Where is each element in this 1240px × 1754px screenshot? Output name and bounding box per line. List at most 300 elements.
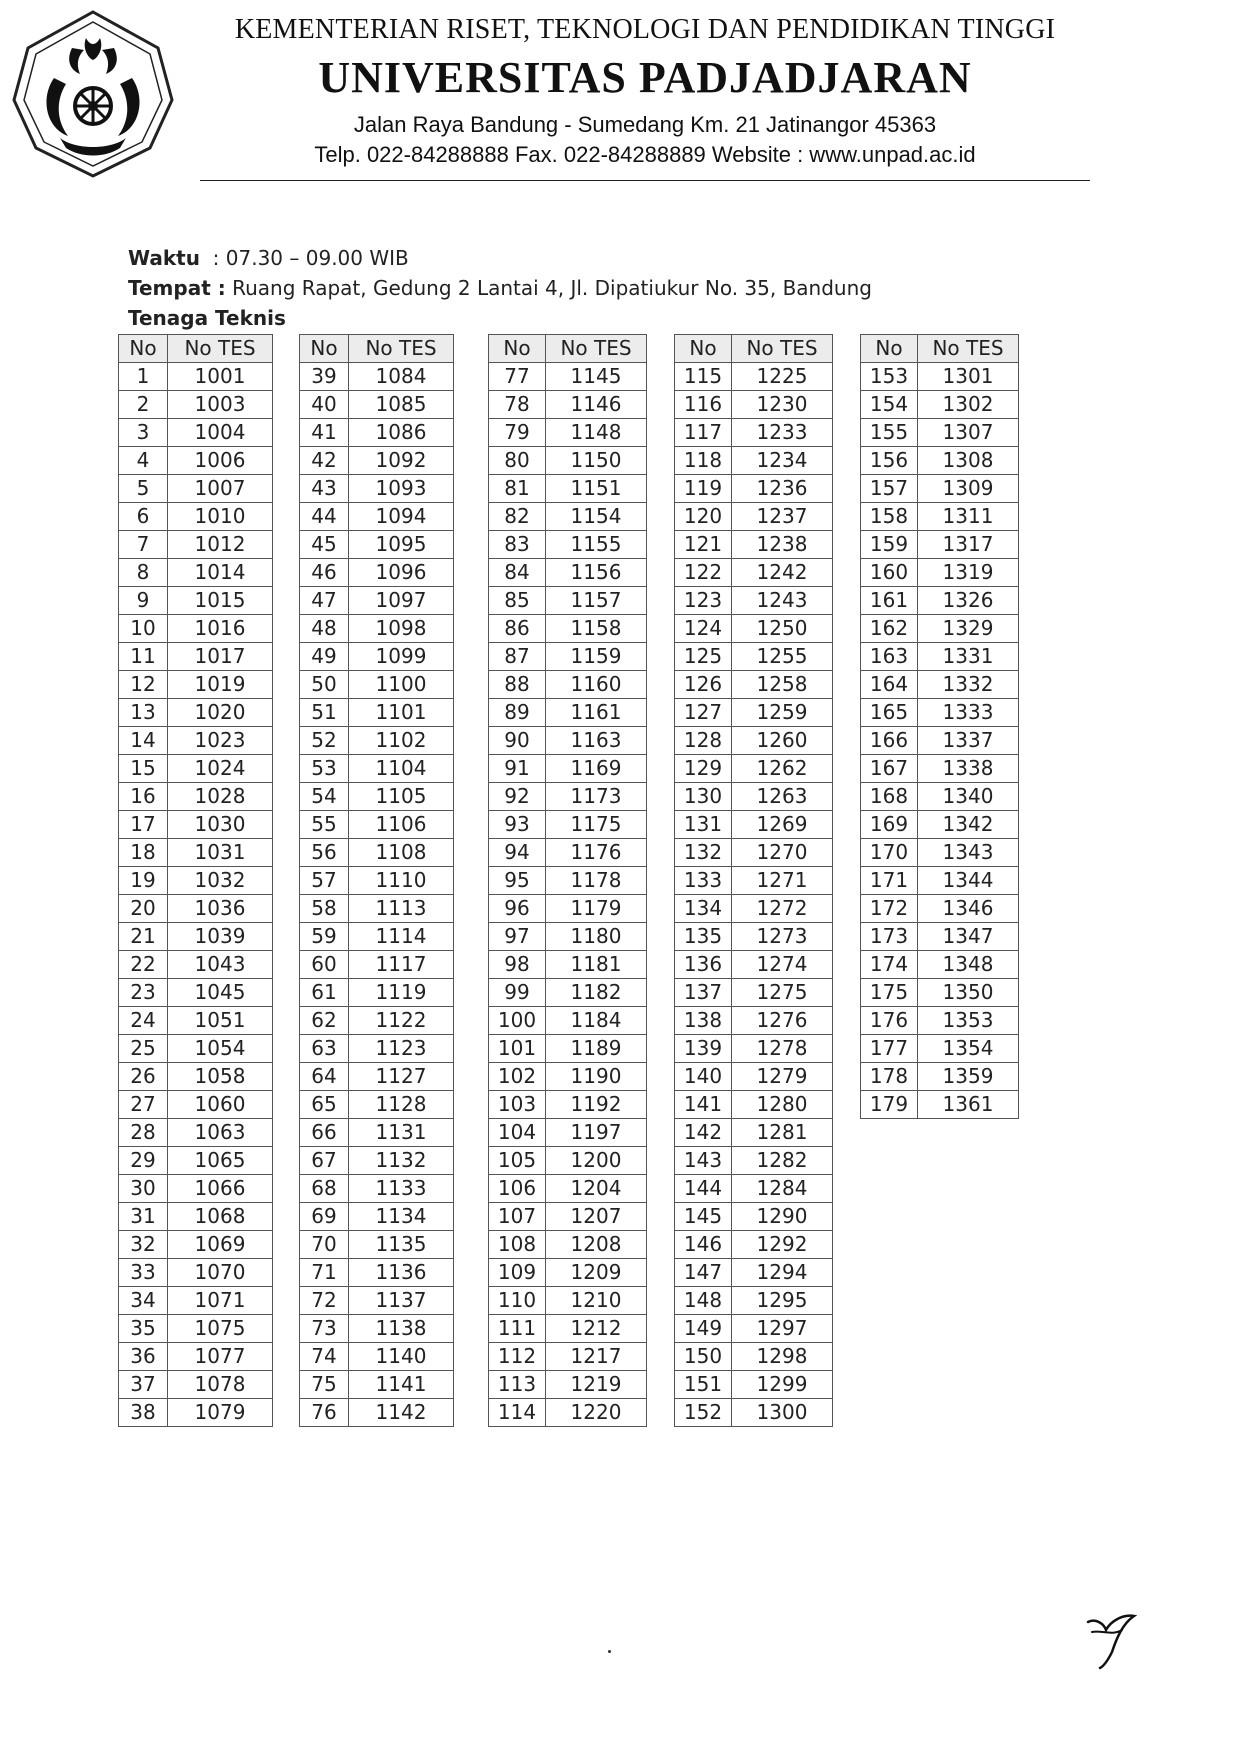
tes-number: 1333 <box>918 699 1019 727</box>
row-number: 25 <box>119 1035 168 1063</box>
row-number: 6 <box>119 503 168 531</box>
table-row <box>675 1203 833 1231</box>
table-row <box>489 727 647 755</box>
table-row <box>489 643 647 671</box>
column-header-no: No <box>489 335 546 363</box>
row-number: 40 <box>300 391 349 419</box>
row-number: 104 <box>489 1119 546 1147</box>
tes-number: 1273 <box>732 923 833 951</box>
table-row <box>300 1119 454 1147</box>
row-number: 95 <box>489 867 546 895</box>
row-number: 89 <box>489 699 546 727</box>
tes-number: 1307 <box>918 419 1019 447</box>
table-row <box>489 503 647 531</box>
ministry-name: KEMENTERIAN RISET, TEKNOLOGI DAN PENDIDIKAN TINGGI <box>234 14 1056 45</box>
tes-number: 1302 <box>918 391 1019 419</box>
row-number: 82 <box>489 503 546 531</box>
tes-number: 1098 <box>349 615 454 643</box>
row-number: 31 <box>119 1203 168 1231</box>
table-row <box>300 1175 454 1203</box>
row-number: 138 <box>675 1007 732 1035</box>
table-row <box>119 783 273 811</box>
table-row <box>300 699 454 727</box>
row-number: 66 <box>300 1119 349 1147</box>
table-row <box>300 1259 454 1287</box>
tes-number: 1210 <box>546 1287 647 1315</box>
table-row <box>861 391 1019 419</box>
tes-number: 1004 <box>168 419 273 447</box>
tes-number: 1238 <box>732 531 833 559</box>
table-row <box>119 419 273 447</box>
row-number: 134 <box>675 895 732 923</box>
row-number: 105 <box>489 1147 546 1175</box>
tes-number: 1350 <box>918 979 1019 1007</box>
tes-number: 1104 <box>349 755 454 783</box>
row-number: 30 <box>119 1175 168 1203</box>
table-row <box>675 1343 833 1371</box>
table-row <box>675 363 833 391</box>
row-number: 79 <box>489 419 546 447</box>
row-number: 62 <box>300 1007 349 1035</box>
row-number: 51 <box>300 699 349 727</box>
row-number: 103 <box>489 1091 546 1119</box>
tes-number: 1329 <box>918 615 1019 643</box>
tes-number: 1219 <box>546 1371 647 1399</box>
tes-number: 1311 <box>918 503 1019 531</box>
tes-number: 1015 <box>168 587 273 615</box>
tes-number: 1123 <box>349 1035 454 1063</box>
table-row <box>861 839 1019 867</box>
tes-number: 1263 <box>732 783 833 811</box>
row-number: 93 <box>489 811 546 839</box>
tes-number: 1160 <box>546 671 647 699</box>
tes-number: 1271 <box>732 867 833 895</box>
tempat-value: Ruang Rapat, Gedung 2 Lantai 4, Jl. Dipatiukur No. 35, Bandung <box>225 276 872 300</box>
tes-number: 1140 <box>349 1343 454 1371</box>
tes-number: 1077 <box>168 1343 273 1371</box>
tes-number: 1230 <box>732 391 833 419</box>
row-number: 37 <box>119 1371 168 1399</box>
row-number: 14 <box>119 727 168 755</box>
table-row <box>489 951 647 979</box>
row-number: 179 <box>861 1091 918 1119</box>
row-number: 178 <box>861 1063 918 1091</box>
column-header-no-tes: No TES <box>546 335 647 363</box>
row-number: 28 <box>119 1119 168 1147</box>
tes-number: 1184 <box>546 1007 647 1035</box>
tempat-line <box>128 276 872 300</box>
row-number: 2 <box>119 391 168 419</box>
table-row <box>861 419 1019 447</box>
table-row <box>675 1371 833 1399</box>
tes-number: 1278 <box>732 1035 833 1063</box>
row-number: 13 <box>119 699 168 727</box>
table-row <box>489 615 647 643</box>
table-row <box>675 615 833 643</box>
row-number: 169 <box>861 811 918 839</box>
table-row <box>489 1035 647 1063</box>
row-number: 126 <box>675 671 732 699</box>
row-number: 87 <box>489 643 546 671</box>
tes-number: 1208 <box>546 1231 647 1259</box>
tes-number: 1309 <box>918 475 1019 503</box>
table-row <box>489 1399 647 1427</box>
tes-number: 1099 <box>349 643 454 671</box>
table-row <box>300 419 454 447</box>
scan-speck <box>608 1650 611 1653</box>
tes-number: 1225 <box>732 363 833 391</box>
tes-number: 1242 <box>732 559 833 587</box>
tes-number: 1092 <box>349 447 454 475</box>
row-number: 131 <box>675 811 732 839</box>
tes-number: 1023 <box>168 727 273 755</box>
table-header-row <box>861 335 1019 363</box>
table-row <box>489 447 647 475</box>
table-row <box>675 755 833 783</box>
row-number: 83 <box>489 531 546 559</box>
table-row <box>119 615 273 643</box>
tes-number: 1066 <box>168 1175 273 1203</box>
row-number: 41 <box>300 419 349 447</box>
row-number: 27 <box>119 1091 168 1119</box>
row-number: 19 <box>119 867 168 895</box>
column-header-no-tes: No TES <box>732 335 833 363</box>
tes-number: 1282 <box>732 1147 833 1175</box>
tes-number: 1051 <box>168 1007 273 1035</box>
row-number: 81 <box>489 475 546 503</box>
table-row <box>489 559 647 587</box>
table-row <box>675 951 833 979</box>
tes-number: 1340 <box>918 783 1019 811</box>
column-header-no-tes: No TES <box>168 335 273 363</box>
tes-number: 1063 <box>168 1119 273 1147</box>
table-row <box>489 1287 647 1315</box>
table-row <box>675 587 833 615</box>
tes-number: 1045 <box>168 979 273 1007</box>
tes-number: 1145 <box>546 363 647 391</box>
column-header-no: No <box>300 335 349 363</box>
tes-number: 1272 <box>732 895 833 923</box>
row-number: 120 <box>675 503 732 531</box>
table-row <box>861 699 1019 727</box>
table-row <box>489 1203 647 1231</box>
table-row <box>300 951 454 979</box>
row-number: 152 <box>675 1399 732 1427</box>
row-number: 167 <box>861 755 918 783</box>
table-row <box>119 1231 273 1259</box>
column-header-no: No <box>675 335 732 363</box>
row-number: 75 <box>300 1371 349 1399</box>
table-header-row <box>489 335 647 363</box>
row-number: 4 <box>119 447 168 475</box>
row-number: 129 <box>675 755 732 783</box>
row-number: 58 <box>300 895 349 923</box>
tes-number: 1173 <box>546 783 647 811</box>
tes-number: 1031 <box>168 839 273 867</box>
row-number: 88 <box>489 671 546 699</box>
table-row <box>300 979 454 1007</box>
table-row <box>675 1231 833 1259</box>
table-row <box>119 531 273 559</box>
group-title: Tenaga Teknis <box>128 306 286 330</box>
table-row <box>675 895 833 923</box>
tes-number: 1234 <box>732 447 833 475</box>
tes-number: 1294 <box>732 1259 833 1287</box>
tes-number: 1332 <box>918 671 1019 699</box>
table-row <box>119 1063 273 1091</box>
table-row <box>861 531 1019 559</box>
row-number: 98 <box>489 951 546 979</box>
table-row <box>300 867 454 895</box>
row-number: 123 <box>675 587 732 615</box>
table-row <box>675 1147 833 1175</box>
tes-number: 1258 <box>732 671 833 699</box>
table-row <box>119 391 273 419</box>
tes-number: 1159 <box>546 643 647 671</box>
table-row <box>489 1175 647 1203</box>
tes-number: 1295 <box>732 1287 833 1315</box>
table-row <box>300 1007 454 1035</box>
tes-number: 1102 <box>349 727 454 755</box>
row-number: 125 <box>675 643 732 671</box>
row-number: 172 <box>861 895 918 923</box>
row-number: 52 <box>300 727 349 755</box>
row-number: 50 <box>300 671 349 699</box>
tes-number: 1108 <box>349 839 454 867</box>
table-row <box>675 923 833 951</box>
tes-number: 1217 <box>546 1343 647 1371</box>
tes-number: 1308 <box>918 447 1019 475</box>
tes-number: 1284 <box>732 1175 833 1203</box>
tes-number: 1354 <box>918 1035 1019 1063</box>
table-row <box>861 1091 1019 1119</box>
tes-number: 1347 <box>918 923 1019 951</box>
tes-number: 1070 <box>168 1259 273 1287</box>
row-number: 156 <box>861 447 918 475</box>
tes-number: 1039 <box>168 923 273 951</box>
table-row <box>675 1315 833 1343</box>
tes-number: 1342 <box>918 811 1019 839</box>
row-number: 121 <box>675 531 732 559</box>
row-number: 148 <box>675 1287 732 1315</box>
table-row <box>489 1315 647 1343</box>
tes-number: 1337 <box>918 727 1019 755</box>
tes-number: 1036 <box>168 895 273 923</box>
tes-number: 1100 <box>349 671 454 699</box>
table-row <box>861 615 1019 643</box>
tes-number: 1236 <box>732 475 833 503</box>
row-number: 72 <box>300 1287 349 1315</box>
tes-number: 1065 <box>168 1147 273 1175</box>
table-row <box>489 1231 647 1259</box>
tes-number: 1260 <box>732 727 833 755</box>
table-row <box>861 1035 1019 1063</box>
table-row <box>119 1287 273 1315</box>
row-number: 162 <box>861 615 918 643</box>
tes-number: 1094 <box>349 503 454 531</box>
row-number: 15 <box>119 755 168 783</box>
tes-number: 1117 <box>349 951 454 979</box>
row-number: 139 <box>675 1035 732 1063</box>
row-number: 8 <box>119 559 168 587</box>
table-row <box>119 447 273 475</box>
tes-number: 1141 <box>349 1371 454 1399</box>
row-number: 151 <box>675 1371 732 1399</box>
table-row <box>861 755 1019 783</box>
table-row <box>675 1259 833 1287</box>
tes-number: 1179 <box>546 895 647 923</box>
table-row <box>675 1287 833 1315</box>
table-row <box>675 1063 833 1091</box>
row-number: 24 <box>119 1007 168 1035</box>
table-row <box>119 979 273 1007</box>
tes-number: 1127 <box>349 1063 454 1091</box>
table-row <box>119 503 273 531</box>
row-number: 49 <box>300 643 349 671</box>
table-row <box>300 1035 454 1063</box>
row-number: 117 <box>675 419 732 447</box>
tes-number: 1181 <box>546 951 647 979</box>
column-header-no-tes: No TES <box>918 335 1019 363</box>
table-row <box>300 391 454 419</box>
table-row <box>861 643 1019 671</box>
tes-number: 1032 <box>168 867 273 895</box>
waktu-line <box>128 246 409 270</box>
row-number: 36 <box>119 1343 168 1371</box>
table-row <box>861 1063 1019 1091</box>
tes-number: 1353 <box>918 1007 1019 1035</box>
table-row <box>300 643 454 671</box>
tes-number: 1299 <box>732 1371 833 1399</box>
row-number: 43 <box>300 475 349 503</box>
table-row <box>119 1315 273 1343</box>
row-number: 92 <box>489 783 546 811</box>
table-row <box>119 1035 273 1063</box>
tes-number: 1319 <box>918 559 1019 587</box>
table-row <box>489 1007 647 1035</box>
row-number: 116 <box>675 391 732 419</box>
table-row <box>861 783 1019 811</box>
tes-number: 1114 <box>349 923 454 951</box>
row-number: 124 <box>675 615 732 643</box>
row-number: 44 <box>300 503 349 531</box>
tes-number: 1097 <box>349 587 454 615</box>
table-row <box>489 671 647 699</box>
table-row <box>300 447 454 475</box>
table-row <box>300 503 454 531</box>
table-row <box>861 671 1019 699</box>
row-number: 11 <box>119 643 168 671</box>
tes-number: 1301 <box>918 363 1019 391</box>
row-number: 33 <box>119 1259 168 1287</box>
table-row <box>489 895 647 923</box>
table-row <box>119 811 273 839</box>
table-row <box>300 1063 454 1091</box>
tes-number: 1348 <box>918 951 1019 979</box>
row-number: 16 <box>119 783 168 811</box>
tes-number: 1200 <box>546 1147 647 1175</box>
table-row <box>119 1371 273 1399</box>
tes-number: 1276 <box>732 1007 833 1035</box>
row-number: 132 <box>675 839 732 867</box>
row-number: 133 <box>675 867 732 895</box>
table-row <box>300 755 454 783</box>
header-divider <box>200 180 1090 181</box>
tes-number: 1016 <box>168 615 273 643</box>
table-row <box>300 1343 454 1371</box>
table-row <box>119 643 273 671</box>
tes-number: 1071 <box>168 1287 273 1315</box>
row-number: 112 <box>489 1343 546 1371</box>
table-row <box>119 1175 273 1203</box>
tes-number: 1275 <box>732 979 833 1007</box>
table-row <box>675 559 833 587</box>
tes-number: 1003 <box>168 391 273 419</box>
row-number: 91 <box>489 755 546 783</box>
row-number: 161 <box>861 587 918 615</box>
tes-number: 1101 <box>349 699 454 727</box>
tes-number: 1155 <box>546 531 647 559</box>
row-number: 23 <box>119 979 168 1007</box>
tes-number: 1331 <box>918 643 1019 671</box>
tes-number: 1024 <box>168 755 273 783</box>
tes-number: 1134 <box>349 1203 454 1231</box>
tes-number: 1001 <box>168 363 273 391</box>
row-number: 147 <box>675 1259 732 1287</box>
university-emblem-logo <box>10 8 176 180</box>
table-header-row <box>300 335 454 363</box>
tes-number: 1151 <box>546 475 647 503</box>
row-number: 63 <box>300 1035 349 1063</box>
row-number: 69 <box>300 1203 349 1231</box>
tes-number: 1128 <box>349 1091 454 1119</box>
row-number: 38 <box>119 1399 168 1427</box>
table-row <box>119 1091 273 1119</box>
table-header-row <box>675 335 833 363</box>
row-number: 100 <box>489 1007 546 1035</box>
row-number: 166 <box>861 727 918 755</box>
tes-number: 1138 <box>349 1315 454 1343</box>
row-number: 174 <box>861 951 918 979</box>
table-row <box>119 1203 273 1231</box>
tes-number: 1017 <box>168 643 273 671</box>
tes-number: 1158 <box>546 615 647 643</box>
table-row <box>489 699 647 727</box>
tes-number: 1157 <box>546 587 647 615</box>
row-number: 78 <box>489 391 546 419</box>
row-number: 177 <box>861 1035 918 1063</box>
table-row <box>119 727 273 755</box>
table-row <box>861 727 1019 755</box>
tes-number: 1297 <box>732 1315 833 1343</box>
row-number: 22 <box>119 951 168 979</box>
row-number: 160 <box>861 559 918 587</box>
row-number: 146 <box>675 1231 732 1259</box>
row-number: 10 <box>119 615 168 643</box>
tes-number: 1169 <box>546 755 647 783</box>
row-number: 143 <box>675 1147 732 1175</box>
table-row <box>675 1091 833 1119</box>
row-number: 5 <box>119 475 168 503</box>
table-row <box>119 363 273 391</box>
table-row <box>489 1147 647 1175</box>
tes-number: 1119 <box>349 979 454 1007</box>
tes-number: 1043 <box>168 951 273 979</box>
tes-number: 1060 <box>168 1091 273 1119</box>
tes-number: 1361 <box>918 1091 1019 1119</box>
tes-table-4 <box>674 334 833 1427</box>
row-number: 21 <box>119 923 168 951</box>
